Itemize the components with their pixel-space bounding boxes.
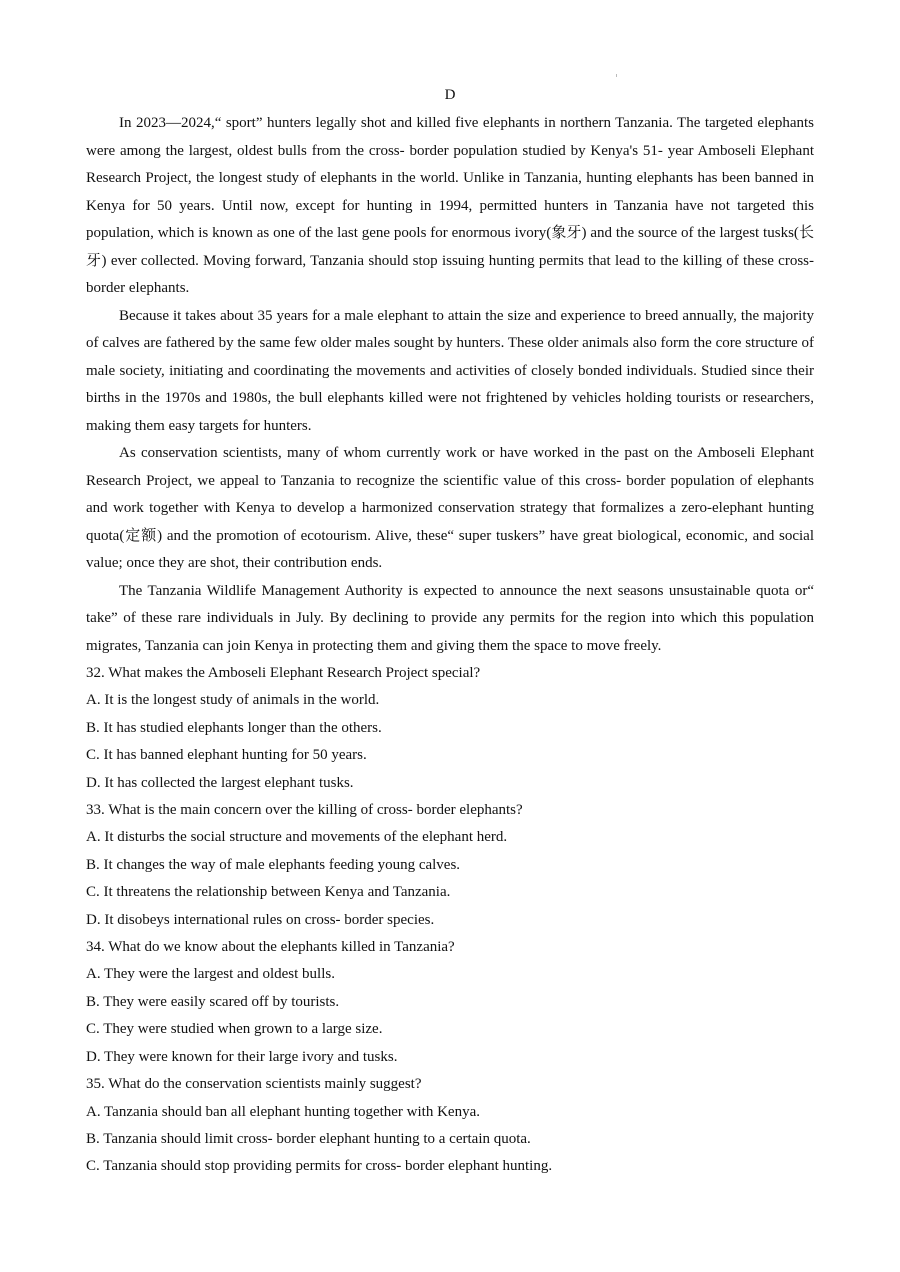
answer-option: A. They were the largest and oldest bulls. xyxy=(86,966,335,983)
answer-option: B. It changes the way of male elephants feeding young calves. xyxy=(86,856,461,873)
stray-mark xyxy=(616,74,617,77)
section-label: D xyxy=(444,87,456,103)
answer-option: A. It disturbs the social structure and movements of the elephant herd. xyxy=(86,829,508,846)
answer-option: D. It has collected the largest elephant tusks. xyxy=(86,774,354,791)
answer-option: C. They were studied when grown to a large size. xyxy=(86,1021,383,1038)
passage-paragraph-2: Because it takes about 35 years for a male elephant to attain the size and experience to breed annually, the majority of calves are fathered by the same few older males sought by hunters. These older animals also form the core structure of male society, initiating and coordinating the movements and activities of closely bonded individuals. Studied since their births in the 1970s and 1980s, the bull elephants killed were not frightened by vehicles holding tourists or researchers, making them easy targets for hunters. xyxy=(86,307,814,434)
answer-option: D. It disobeys international rules on cross- border species. xyxy=(86,911,435,928)
answer-option: C. It has banned elephant hunting for 50 years. xyxy=(86,747,367,764)
answer-option: A. Tanzania should ban all elephant hunting together with Kenya. xyxy=(86,1103,480,1120)
question-32 xyxy=(86,660,814,797)
question-34 xyxy=(86,934,814,1071)
answer-option: C. It threatens the relationship between Kenya and Tanzania. xyxy=(86,884,451,901)
question-33 xyxy=(86,797,814,934)
question-stem: 34. What do we know about the elephants killed in Tanzania? xyxy=(86,939,455,956)
answer-option: B. It has studied elephants longer than the others. xyxy=(86,719,382,736)
passage-paragraph-4: The Tanzania Wildlife Management Authority is expected to announce the next seasons unsustainable quota or“ take” of these rare individuals in July. By declining to provide any permits for the region into which this population migrates, Tanzania can join Kenya in protecting them and giving them the space to move freely. xyxy=(86,582,814,654)
question-stem: 35. What do the conservation scientists mainly suggest? xyxy=(86,1076,422,1093)
question-stem: 32. What makes the Amboseli Elephant Research Project special? xyxy=(86,665,481,681)
answer-option: D. They were known for their large ivory and tusks. xyxy=(86,1048,398,1065)
answer-option: B. Tanzania should limit cross- border elephant hunting to a certain quota. xyxy=(86,1130,531,1147)
answer-option: C. Tanzania should stop providing permits for cross- border elephant hunting. xyxy=(86,1158,553,1175)
passage-paragraph-1: In 2023—2024,“ sport” hunters legally shot and killed five elephants in northern Tanzania. The targeted elephants were among the largest, oldest bulls from the cross- border population studied by Kenya's 51- year Amboseli Elephant Research Project, the longest study of elephants in the world. Unlike in Tanzania, hunting elephants has been banned in Kenya for 50 years. Until now, except for hunting in 1994, permitted hunters in Tanzania have not targeted this population, which is known as one of the last gene pools for enormous ivory(象牙) and the source of the largest tusks(长牙) ever collected. Moving forward, Tanzania should stop issuing hunting permits that lead to the killing of these cross- border elephants. xyxy=(86,115,814,296)
question-35 xyxy=(86,1071,814,1181)
answer-option: A. It is the longest study of animals in the world. xyxy=(86,692,380,709)
reading-passage xyxy=(86,110,814,660)
question-stem: 33. What is the main concern over the killing of cross- border elephants? xyxy=(86,802,523,819)
question-list xyxy=(86,660,814,1181)
passage-paragraph-3: As conservation scientists, many of whom currently work or have worked in the past on the Amboseli Elephant Research Project, we appeal to Tanzania to recognize the scientific value of this cross- border population of elephants and work together with Kenya to develop a harmonized conservation strategy that formalizes a zero-elephant hunting quota(定额) and the promotion of ecotourism. Alive, these“ super tuskers” have great biological, economic, and social value; once they are shot, their contribution ends. xyxy=(86,445,814,571)
answer-option: B. They were easily scared off by tourists. xyxy=(86,993,340,1010)
exam-page xyxy=(86,84,814,1181)
